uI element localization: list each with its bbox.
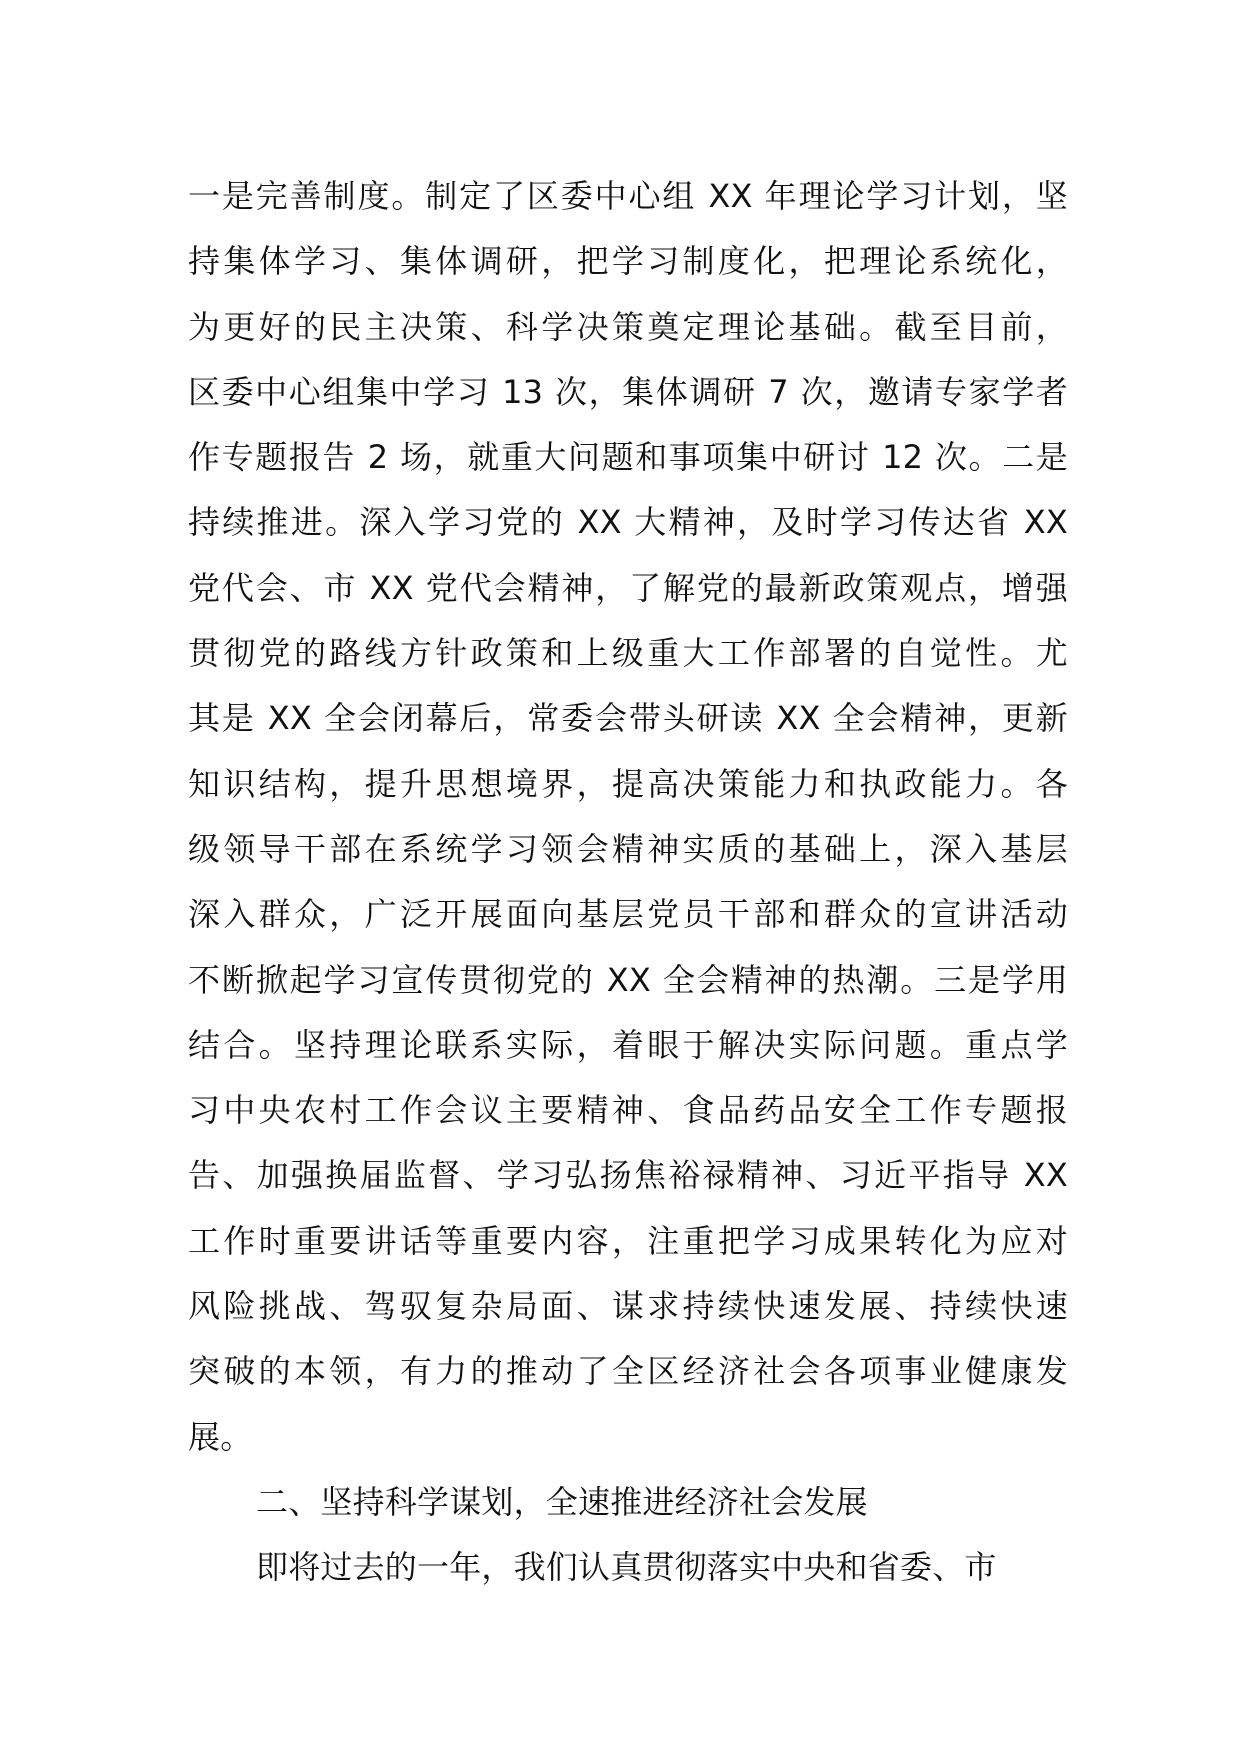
text-line: 为更好的民主决策、科学决策奠定理论基础。截至目前， bbox=[188, 307, 1068, 346]
text-line: 一是完善制度。制定了区委中心组 XX 年理论学习计划，坚 bbox=[188, 177, 1068, 215]
text-line: 其是 XX 全会闭幕后，常委会带头研读 XX 全会精神，更新 bbox=[188, 699, 1068, 738]
text-line: 党代会、市 XX 党代会精神，了解党的最新政策观点，增强 bbox=[188, 568, 1068, 607]
next-paragraph-line: 即将过去的一年，我们认真贯彻落实中央和省委、市 bbox=[256, 1548, 997, 1587]
text-line-last: 展。 bbox=[188, 1417, 253, 1456]
text-line: 持续推进。深入学习党的 XX 大精神，及时学习传达省 XX bbox=[188, 503, 1068, 542]
text-line: 工作时重要讲话等重要内容，注重把学习成果转化为应对 bbox=[188, 1221, 1068, 1260]
text-line: 知识结构，提升思想境界，提高决策能力和执政能力。各 bbox=[188, 764, 1068, 803]
text-line: 突破的本领，有力的推动了全区经济社会各项事业健康发 bbox=[188, 1352, 1068, 1391]
text-line: 区委中心组集中学习 13 次，集体调研 7 次，邀请专家学者 bbox=[188, 372, 1068, 411]
text-line: 持集体学习、集体调研，把学习制度化，把理论系统化， bbox=[188, 242, 1068, 281]
text-line: 结合。坚持理论联系实际，着眼于解决实际问题。重点学 bbox=[188, 1025, 1068, 1064]
text-line: 告、加强换届监督、学习弘扬焦裕禄精神、习近平指导 XX bbox=[188, 1156, 1068, 1195]
text-line: 贯彻党的路线方针政策和上级重大工作部署的自觉性。尤 bbox=[188, 634, 1068, 673]
text-line: 风险挑战、驾驭复杂局面、谋求持续快速发展、持续快速 bbox=[188, 1287, 1068, 1326]
text-line: 不断掀起学习宣传贯彻党的 XX 全会精神的热潮。三是学用 bbox=[188, 960, 1068, 999]
document-body bbox=[188, 164, 1068, 1601]
paragraph-learning-measures bbox=[188, 164, 1068, 1470]
section-heading: 二、坚持科学谋划，全速推进经济社会发展 bbox=[256, 1482, 868, 1521]
text-line: 深入群众，广泛开展面向基层党员干部和群众的宣讲活动 bbox=[188, 895, 1068, 934]
text-line: 级领导干部在系统学习领会精神实质的基础上，深入基层 bbox=[188, 829, 1068, 868]
text-line: 作专题报告 2 场，就重大问题和事项集中研讨 12 次。二是 bbox=[188, 438, 1068, 477]
text-line: 习中央农村工作会议主要精神、食品药品安全工作专题报 bbox=[188, 1091, 1068, 1130]
